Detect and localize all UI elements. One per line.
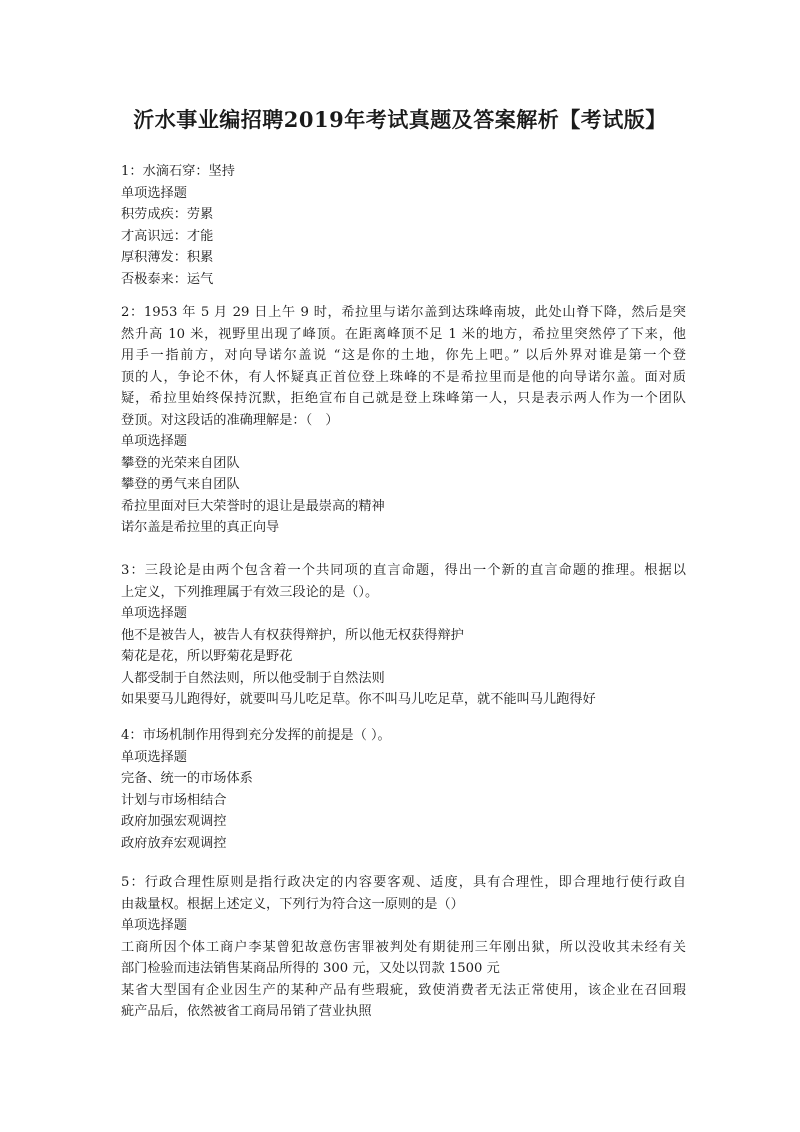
question-type: 单项选择题 bbox=[121, 918, 187, 933]
question-2 bbox=[121, 302, 686, 539]
question-4 bbox=[121, 725, 686, 854]
option-d: 如果要马儿跑得好，就要叫马儿吃足草。你不叫马儿吃足草，就不能叫马儿跑得好 bbox=[121, 692, 596, 707]
question-type: 单项选择题 bbox=[121, 434, 187, 449]
option-b: 才高识远：才能 bbox=[121, 228, 214, 244]
option-d: 诺尔盖是希拉里的真正向导 bbox=[121, 520, 280, 535]
question-5 bbox=[121, 872, 686, 1023]
option-d: 政府放弃宏观调控 bbox=[121, 835, 227, 851]
question-type: 单项选择题 bbox=[121, 185, 187, 201]
option-c: 政府加强宏观调控 bbox=[121, 814, 227, 829]
option-c: 希拉里面对巨大荣誉时的退让是最崇高的精神 bbox=[121, 498, 385, 514]
question-stem-line: 登顶。对这段话的准确理解是：（ ） bbox=[121, 412, 339, 428]
question-stem-line: 3：三段论是由两个包含着一个共同项的直言命题，得出一个新的直言命题的推理。根据以 bbox=[121, 563, 686, 578]
option-d: 否极泰来：运气 bbox=[121, 271, 214, 287]
option-b: 攀登的勇气来自团队 bbox=[121, 477, 240, 492]
option-c: 人都受制于自然法则，所以他受制于自然法则 bbox=[121, 670, 385, 686]
option-b-line: 某省大型国有企业因生产的某种产品有些瑕疵，致使消费者无法正常使用，该企业在召回瑕 bbox=[121, 982, 686, 998]
question-1 bbox=[121, 161, 686, 290]
question-stem-line: 顶的人，争论不休，有人怀疑真正首位登上珠峰的不是希拉里而是他的向导诺尔盖。面对质 bbox=[121, 369, 686, 385]
option-a-line: 工商所因个体工商户李某曾犯故意伤害罪被判处有期徒刑三年刚出狱，所以没收其未经有关 bbox=[121, 939, 686, 955]
option-a: 他不是被告人，被告人有权获得辩护，所以他无权获得辩护 bbox=[121, 627, 464, 643]
option-a-line: 部门检验而违法销售某商品所得的 300 元，又处以罚款 1500 元 bbox=[121, 961, 500, 976]
question-stem: 4：市场机制作用得到充分发挥的前提是（ ）。 bbox=[121, 728, 391, 743]
option-c: 厚积薄发：积累 bbox=[121, 250, 214, 265]
question-type: 单项选择题 bbox=[121, 749, 187, 765]
option-b: 计划与市场相结合 bbox=[121, 792, 227, 808]
question-stem-line: 疑，希拉里始终保持沉默，拒绝宣布自己就是登上珠峰第一人，只是表示两人作为一个团队 bbox=[121, 391, 686, 406]
question-stem-line: 上定义，下列推理属于有效三段论的是（）。 bbox=[121, 584, 379, 600]
question-stem: 1：水滴石穿：坚持 bbox=[121, 164, 235, 179]
document-title: 沂水事业编招聘2019年考试真题及答案解析【考试版】 bbox=[133, 107, 667, 132]
question-stem-line: 由裁量权。根据上述定义，下列行为符合这一原则的是（） bbox=[121, 896, 464, 912]
option-b-line: 疵产品后，依然被省工商局吊销了营业执照 bbox=[121, 1004, 372, 1019]
question-3 bbox=[121, 560, 686, 711]
question-stem-line: 用手一指前方，对向导诺尔盖说 “这是你的土地，你先上吧。” 以后外界对谁是第一个登 bbox=[121, 348, 686, 363]
option-a: 积劳成疾：劳累 bbox=[121, 207, 214, 222]
option-a: 完备、统一的市场体系 bbox=[121, 771, 253, 786]
question-stem-line: 5：行政合理性原则是指行政决定的内容要客观、适度，具有合理性，即合理地行使行政自 bbox=[121, 875, 686, 890]
question-stem-line: 2：1953 年 5 月 29 日上午 9 时，希拉里与诺尔盖到达珠峰南坡，此处山脊下降，然后是突 bbox=[121, 305, 686, 320]
option-b: 菊花是花，所以野菊花是野花 bbox=[121, 649, 293, 664]
question-type: 单项选择题 bbox=[121, 606, 187, 621]
question-stem-line: 然升高 10 米，视野里出现了峰顶。在距离峰顶不足 1 米的地方，希拉里突然停了下来，他 bbox=[121, 326, 686, 342]
option-a: 攀登的光荣来自团队 bbox=[121, 455, 240, 471]
